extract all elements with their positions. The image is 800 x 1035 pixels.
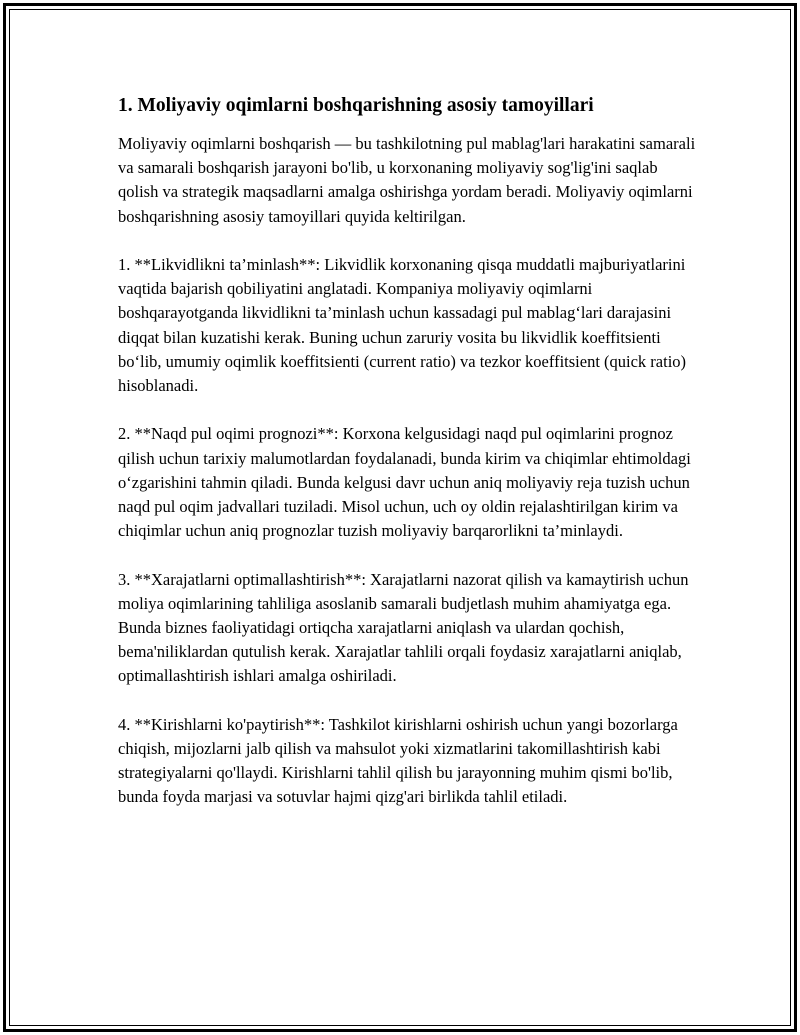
intro-paragraph: Moliyaviy oqimlarni boshqarish — bu tashkilotning pul mablag'lari harakatini samarali va samarali boshqarish jarayoni bo'lib, u korxonaning moliyaviy sog'lig'ini saqlab qolish va strategik maqsadlarni amalga oshirishga yordam beradi. Moliyaviy oqimlarni boshqarishning asosiy tamoyillari quyida keltirilgan.	[118, 134, 696, 226]
section-paragraph-income-growth: 4. **Kirishlarni ko'paytirish**: Tashkilot kirishlarni oshirish uchun yangi bozorlarga chiqish, mijozlarni jalb qilish va mahsulot yoki xizmatlarini takomillashtirish kabi strategiyalarni qo'llaydi. Kirishlarni tahlil qilish bu jarayonning muhim qismi bo'lib, bunda foyda marjasi va sotuvlar hajmi qizg'ari birlikda tahlil etiladi.	[118, 714, 678, 807]
section-paragraph-cash-forecast: 2. **Naqd pul oqimi prognozi**: Korxona kelgusidagi naqd pul oqimlarini prognoz qilish uchun tarixiy malumotlardan foydalanadi, bunda kirim va chiqimlar ehtimoldagi o‘zgarishini tahmin qiladi. Bunda kelgusi davr uchun aniq moliyaviy reja tuzish uchun naqd pul oqim jadvallari tuziladi. Misol uchun, uch oy oldin rejalashtirilgan kirim va chiqimlar uchun aniq prognozlar tuzish moliyaviy barqarorlikni ta’minlaydi.	[118, 424, 691, 541]
section-paragraph-liquidity: 1. **Likvidlikni ta’minlash**: Likvidlik korxonaning qisqa muddatli majburiyatlarini vaqtida bajarish qobiliyatini anglatadi. Kompaniya moliyaviy oqimlarni boshqarayotganda likvidlikni ta’minlash uchun kassadagi pul mablag‘lari darajasini diqqat bilan kuzatishi kerak. Buning uchun zaruriy vosita bu likvidlik koeffitsienti bo‘lib, umumiy oqimlik koeffitsienti (current ratio) va tezkor koeffitsient (quick ratio) hisoblanadi.	[118, 255, 687, 396]
section-paragraph-cost-optimization: 3. **Xarajatlarni optimallashtirish**: Xarajatlarni nazorat qilish va kamaytirish uchun moliya oqimlarining tahliliga asoslanib samarali budjetlash muhim ahamiyatga ega. Bunda biznes faoliyatidagi ortiqcha xarajatlarni aniqlash va ulardan qochish, bema'niliklardan qutulish kerak. Xarajatlar tahlili orqali foydasiz xarajatlarni aniqlab, optimallashtirish ishlari amalga oshiriladi.	[118, 569, 689, 686]
document-body	[118, 94, 698, 834]
document-title: 1. Moliyaviy oqimlarni boshqarishning asosiy tamoyillari	[118, 95, 594, 116]
